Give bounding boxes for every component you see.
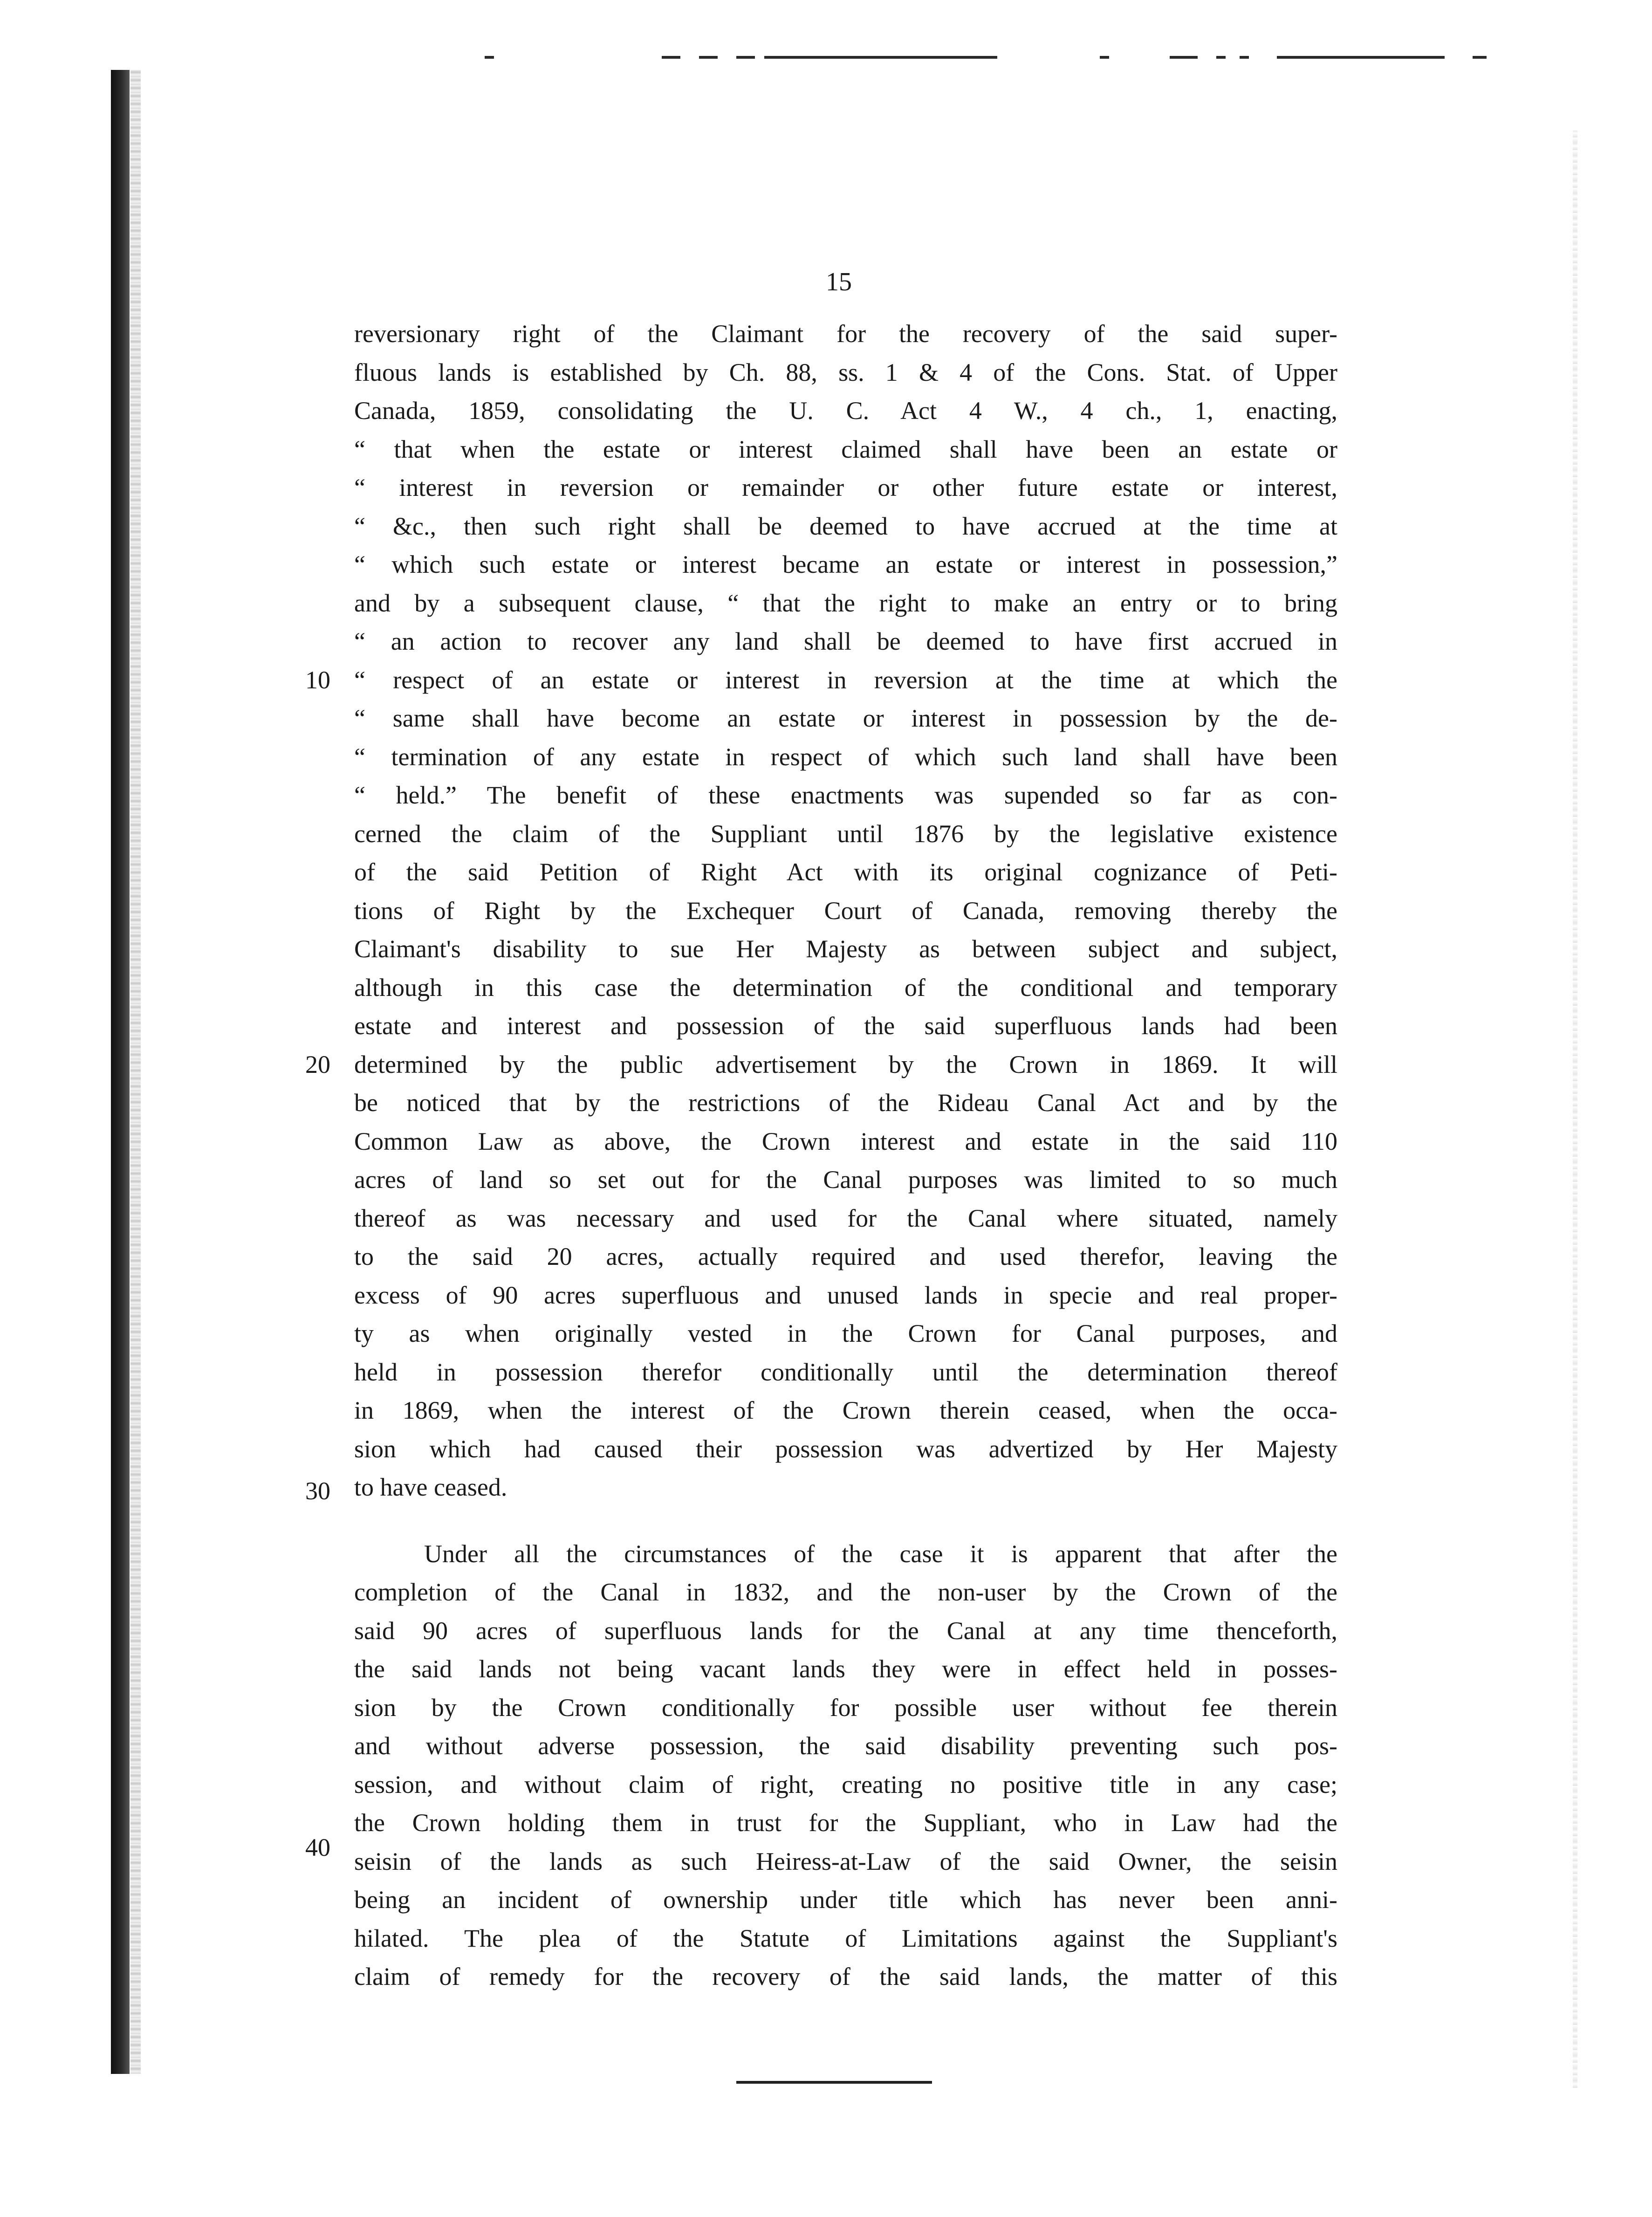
page-edge-speckle: [1573, 130, 1577, 2088]
top-rule-mark: [1100, 56, 1109, 59]
text-line: sion which had caused their possession was advertized by Her Majesty: [354, 1435, 1337, 1463]
top-rule-mark: [662, 56, 680, 59]
text-line: ty as when originally vested in the Crown for Canal purposes, and: [354, 1319, 1337, 1347]
text-line: Claimant's disability to sue Her Majesty as between subject and subject,: [354, 935, 1337, 963]
text-line: the Crown holding them in trust for the Suppliant, who in Law had the: [354, 1809, 1337, 1837]
margin-line-number: 20: [305, 1050, 330, 1078]
text-line: of the said Petition of Right Act with its original cognizance of Peti-: [354, 858, 1337, 886]
text-line: excess of 90 acres superfluous and unused lands in specie and real proper-: [354, 1281, 1337, 1309]
text-line: to the said 20 acres, actually required and used therefor, leaving the: [354, 1242, 1337, 1270]
top-rule: [1277, 56, 1445, 59]
text-line: “ termination of any estate in respect of which such land shall have been: [354, 742, 1337, 771]
top-rule-mark: [1170, 56, 1198, 59]
text-line: thereof as was necessary and used for the Canal where situated, namely: [354, 1204, 1337, 1232]
binding-shadow: [111, 70, 130, 2074]
text-line: determined by the public advertisement by the Crown in 1869. It will: [354, 1050, 1337, 1078]
text-line: be noticed that by the restrictions of the Rideau Canal Act and by the: [354, 1089, 1337, 1117]
text-line: claim of remedy for the recovery of the said lands, the matter of this: [354, 1963, 1337, 1990]
top-rule: [764, 56, 997, 59]
margin-line-number: 10: [305, 666, 330, 694]
text-line: the said lands not being vacant lands they were in effect held in posses-: [354, 1655, 1337, 1683]
top-rule-mark: [736, 56, 755, 59]
bottom-rule: [736, 2081, 932, 2084]
text-line: held in possession therefor conditionally until the determination thereof: [354, 1358, 1337, 1386]
text-line: fluous lands is established by Ch. 88, ss. 1 & 4 of the Cons. Stat. of Upper: [354, 358, 1337, 386]
text-line: and by a subsequent clause, “ that the right to make an entry or to bring: [354, 589, 1337, 617]
text-line: “ that when the estate or interest claimed shall have been an estate or: [354, 435, 1337, 463]
text-line: Common Law as above, the Crown interest and estate in the said 110: [354, 1127, 1337, 1155]
text-line: and without adverse possession, the said disability preventing such pos-: [354, 1732, 1337, 1760]
top-rule-mark: [699, 56, 718, 59]
text-line: “ which such estate or interest became an estate or interest in possession,”: [354, 550, 1337, 578]
text-line: “ interest in reversion or remainder or other future estate or interest,: [354, 474, 1337, 501]
text-line: “ &c., then such right shall be deemed to have accrued at the time at: [354, 512, 1337, 540]
text-line: acres of land so set out for the Canal purposes was limited to so much: [354, 1166, 1337, 1194]
text-line: Canada, 1859, consolidating the U. C. Act 4 W., 4 ch., 1, enacting,: [354, 397, 1337, 425]
page-number: 15: [826, 268, 852, 296]
top-rule-mark: [485, 56, 494, 59]
text-line: session, and without claim of right, creating no positive title in any case;: [354, 1770, 1337, 1798]
top-rule-mark: [1216, 56, 1226, 59]
text-line: tions of Right by the Exchequer Court of Canada, removing thereby the: [354, 896, 1337, 925]
text-line: being an incident of ownership under title which has never been anni-: [354, 1886, 1337, 1914]
text-line: “ respect of an estate or interest in reversion at the time at which the: [354, 666, 1337, 694]
text-line: “ an action to recover any land shall be deemed to have first accrued in: [354, 627, 1337, 655]
text-line: cerned the claim of the Suppliant until 1876 by the legislative existence: [354, 819, 1337, 848]
top-rule-mark: [1240, 56, 1249, 59]
text-line: reversionary right of the Claimant for the recovery of the said super-: [354, 320, 1337, 348]
paragraph: [354, 1535, 1337, 1996]
text-line: to have ceased.: [354, 1473, 507, 1501]
margin-line-number: 40: [305, 1833, 330, 1861]
text-line: hilated. The plea of the Statute of Limitations against the Suppliant's: [354, 1924, 1337, 1952]
text-line: Under all the circumstances of the case it is apparent that after the: [424, 1539, 1337, 1568]
body-text: [354, 315, 1337, 1996]
text-line: completion of the Canal in 1832, and the non-user by the Crown of the: [354, 1578, 1337, 1606]
text-line: sion by the Crown conditionally for possible user without fee therein: [354, 1693, 1337, 1722]
text-line: seisin of the lands as such Heiress-at-Law of the said Owner, the seisin: [354, 1847, 1337, 1875]
text-line: said 90 acres of superfluous lands for the Canal at any time thenceforth,: [354, 1616, 1337, 1645]
paragraph: [354, 315, 1337, 1507]
text-line: estate and interest and possession of the said superfluous lands had been: [354, 1012, 1337, 1040]
text-line: “ held.” The benefit of these enactments was supended so far as con-: [354, 781, 1337, 809]
top-rule-mark: [1473, 56, 1487, 59]
paragraph-gap: [354, 1507, 1337, 1535]
text-line: “ same shall have become an estate or interest in possession by the de-: [354, 704, 1337, 732]
margin-line-number: 30: [305, 1476, 330, 1505]
text-line: although in this case the determination of the conditional and temporary: [354, 973, 1337, 1002]
text-line: in 1869, when the interest of the Crown therein ceased, when the occa-: [354, 1396, 1337, 1424]
binding-speckle: [130, 70, 141, 2074]
